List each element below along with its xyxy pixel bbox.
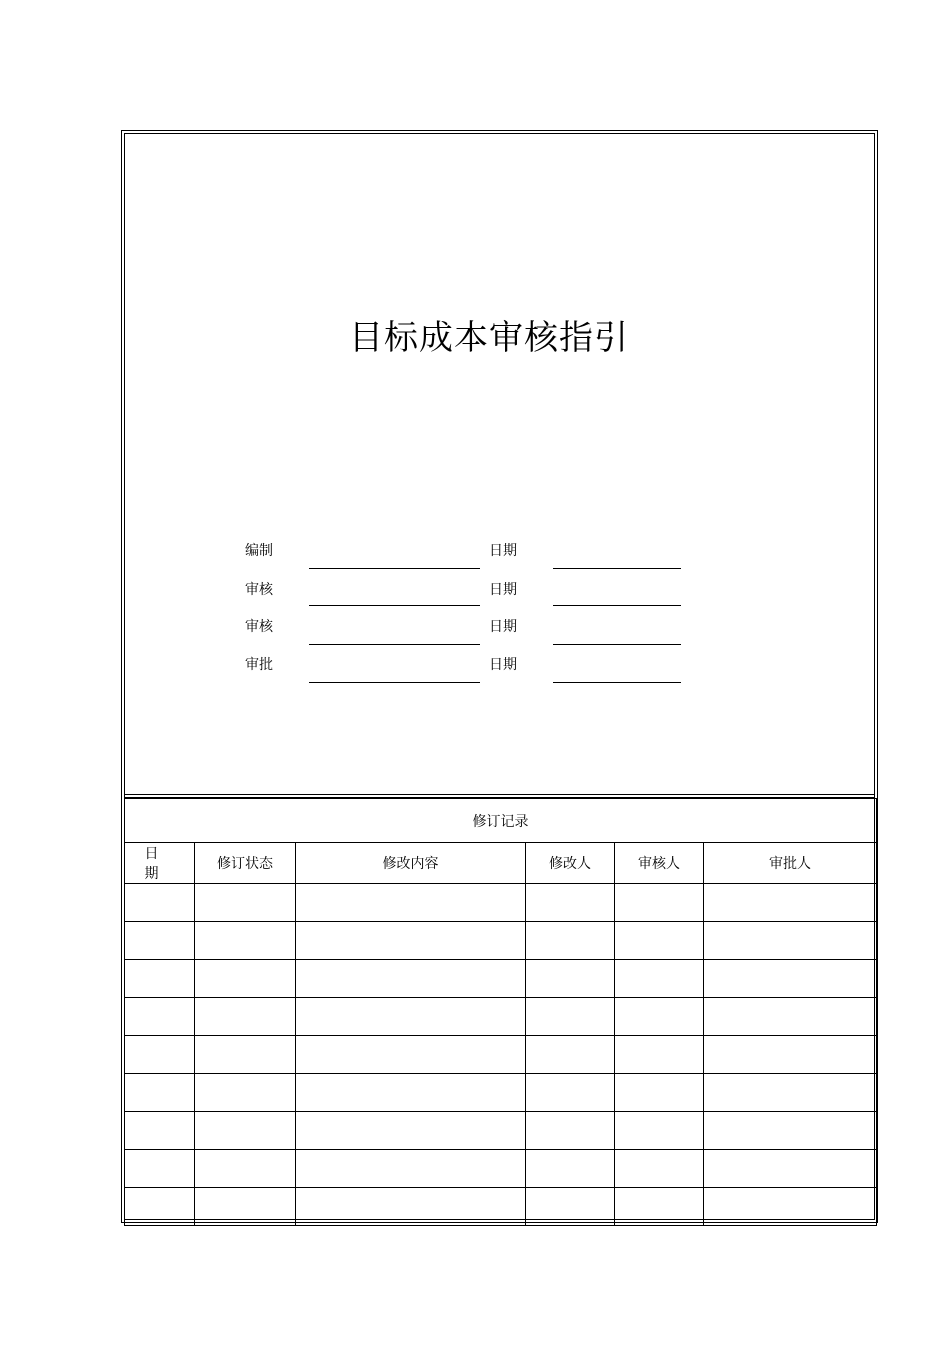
cell-revision-content[interactable] — [296, 960, 526, 998]
table-row — [125, 1150, 877, 1188]
header-revision-content: 修改内容 — [296, 843, 526, 884]
cell-reviewer[interactable] — [615, 1112, 704, 1150]
revision-header-row — [125, 843, 877, 884]
cell-modifier[interactable] — [526, 1036, 615, 1074]
table-row — [125, 960, 877, 998]
table-row — [125, 922, 877, 960]
cell-approver[interactable] — [704, 922, 877, 960]
date-line-review-1[interactable] — [553, 605, 681, 606]
date-label-approve: 日期 — [489, 657, 517, 673]
cell-modifier[interactable] — [526, 922, 615, 960]
cell-modifier[interactable] — [526, 1112, 615, 1150]
cell-reviewer[interactable] — [615, 1036, 704, 1074]
signature-label-review-2: 审核 — [245, 619, 273, 635]
signature-line-compile[interactable] — [309, 568, 480, 569]
cell-revision-content[interactable] — [296, 1074, 526, 1112]
cell-reviewer[interactable] — [615, 884, 704, 922]
revision-caption: 修订记录 — [125, 799, 877, 843]
document-title: 目标成本审核指引 — [349, 318, 629, 358]
cell-date[interactable] — [125, 1112, 195, 1150]
cell-reviewer[interactable] — [615, 1074, 704, 1112]
date-line-compile[interactable] — [553, 568, 681, 569]
table-row — [125, 1074, 877, 1112]
header-revision-status: 修订状态 — [195, 843, 296, 884]
cell-modifier[interactable] — [526, 1150, 615, 1188]
table-row — [125, 1112, 877, 1150]
cell-approver[interactable] — [704, 960, 877, 998]
header-reviewer: 审核人 — [615, 843, 704, 884]
cell-revision-content[interactable] — [296, 884, 526, 922]
date-label-review-1: 日期 — [489, 582, 517, 598]
cell-modifier[interactable] — [526, 998, 615, 1036]
cell-revision-status[interactable] — [195, 960, 296, 998]
signature-label-approve: 审批 — [245, 657, 273, 673]
table-row — [125, 1188, 877, 1226]
date-line-review-2[interactable] — [553, 644, 681, 645]
header-date: 日期 — [125, 843, 195, 884]
cell-date[interactable] — [125, 998, 195, 1036]
cell-revision-status[interactable] — [195, 1112, 296, 1150]
cell-approver[interactable] — [704, 1036, 877, 1074]
cell-revision-content[interactable] — [296, 1112, 526, 1150]
cell-reviewer[interactable] — [615, 960, 704, 998]
table-row — [125, 998, 877, 1036]
cell-date[interactable] — [125, 1036, 195, 1074]
cell-revision-status[interactable] — [195, 1150, 296, 1188]
cell-approver[interactable] — [704, 1112, 877, 1150]
cell-date[interactable] — [125, 1188, 195, 1226]
cell-revision-status[interactable] — [195, 1036, 296, 1074]
signature-line-review-2[interactable] — [309, 644, 480, 645]
cell-approver[interactable] — [704, 998, 877, 1036]
header-approver: 审批人 — [704, 843, 877, 884]
cell-approver[interactable] — [704, 884, 877, 922]
cell-revision-content[interactable] — [296, 1188, 526, 1226]
cell-revision-content[interactable] — [296, 1036, 526, 1074]
cell-revision-status[interactable] — [195, 1188, 296, 1226]
cell-revision-status[interactable] — [195, 922, 296, 960]
cell-reviewer[interactable] — [615, 998, 704, 1036]
cell-modifier[interactable] — [526, 1188, 615, 1226]
cell-approver[interactable] — [704, 1150, 877, 1188]
cell-modifier[interactable] — [526, 1074, 615, 1112]
cell-reviewer[interactable] — [615, 1150, 704, 1188]
table-row — [125, 1036, 877, 1074]
cell-revision-status[interactable] — [195, 998, 296, 1036]
cell-date[interactable] — [125, 884, 195, 922]
date-label-review-2: 日期 — [489, 619, 517, 635]
cell-date[interactable] — [125, 922, 195, 960]
cell-revision-content[interactable] — [296, 1150, 526, 1188]
signature-line-review-1[interactable] — [309, 605, 480, 606]
cell-reviewer[interactable] — [615, 1188, 704, 1226]
revision-body — [125, 884, 877, 1226]
cell-revision-status[interactable] — [195, 884, 296, 922]
cell-date[interactable] — [125, 1150, 195, 1188]
cell-modifier[interactable] — [526, 884, 615, 922]
revision-table — [124, 798, 877, 1226]
table-row — [125, 884, 877, 922]
revision-caption-row — [125, 799, 877, 843]
cell-approver[interactable] — [704, 1074, 877, 1112]
cell-revision-content[interactable] — [296, 922, 526, 960]
cell-revision-status[interactable] — [195, 1074, 296, 1112]
cell-modifier[interactable] — [526, 960, 615, 998]
cell-revision-content[interactable] — [296, 998, 526, 1036]
cell-date[interactable] — [125, 1074, 195, 1112]
date-label-compile: 日期 — [489, 543, 517, 559]
cell-reviewer[interactable] — [615, 922, 704, 960]
cell-approver[interactable] — [704, 1188, 877, 1226]
signature-line-approve[interactable] — [309, 682, 480, 683]
cover-divider — [124, 794, 875, 795]
date-line-approve[interactable] — [553, 682, 681, 683]
signature-label-compile: 编制 — [245, 543, 273, 559]
signature-label-review-1: 审核 — [245, 582, 273, 598]
cell-date[interactable] — [125, 960, 195, 998]
header-modifier: 修改人 — [526, 843, 615, 884]
